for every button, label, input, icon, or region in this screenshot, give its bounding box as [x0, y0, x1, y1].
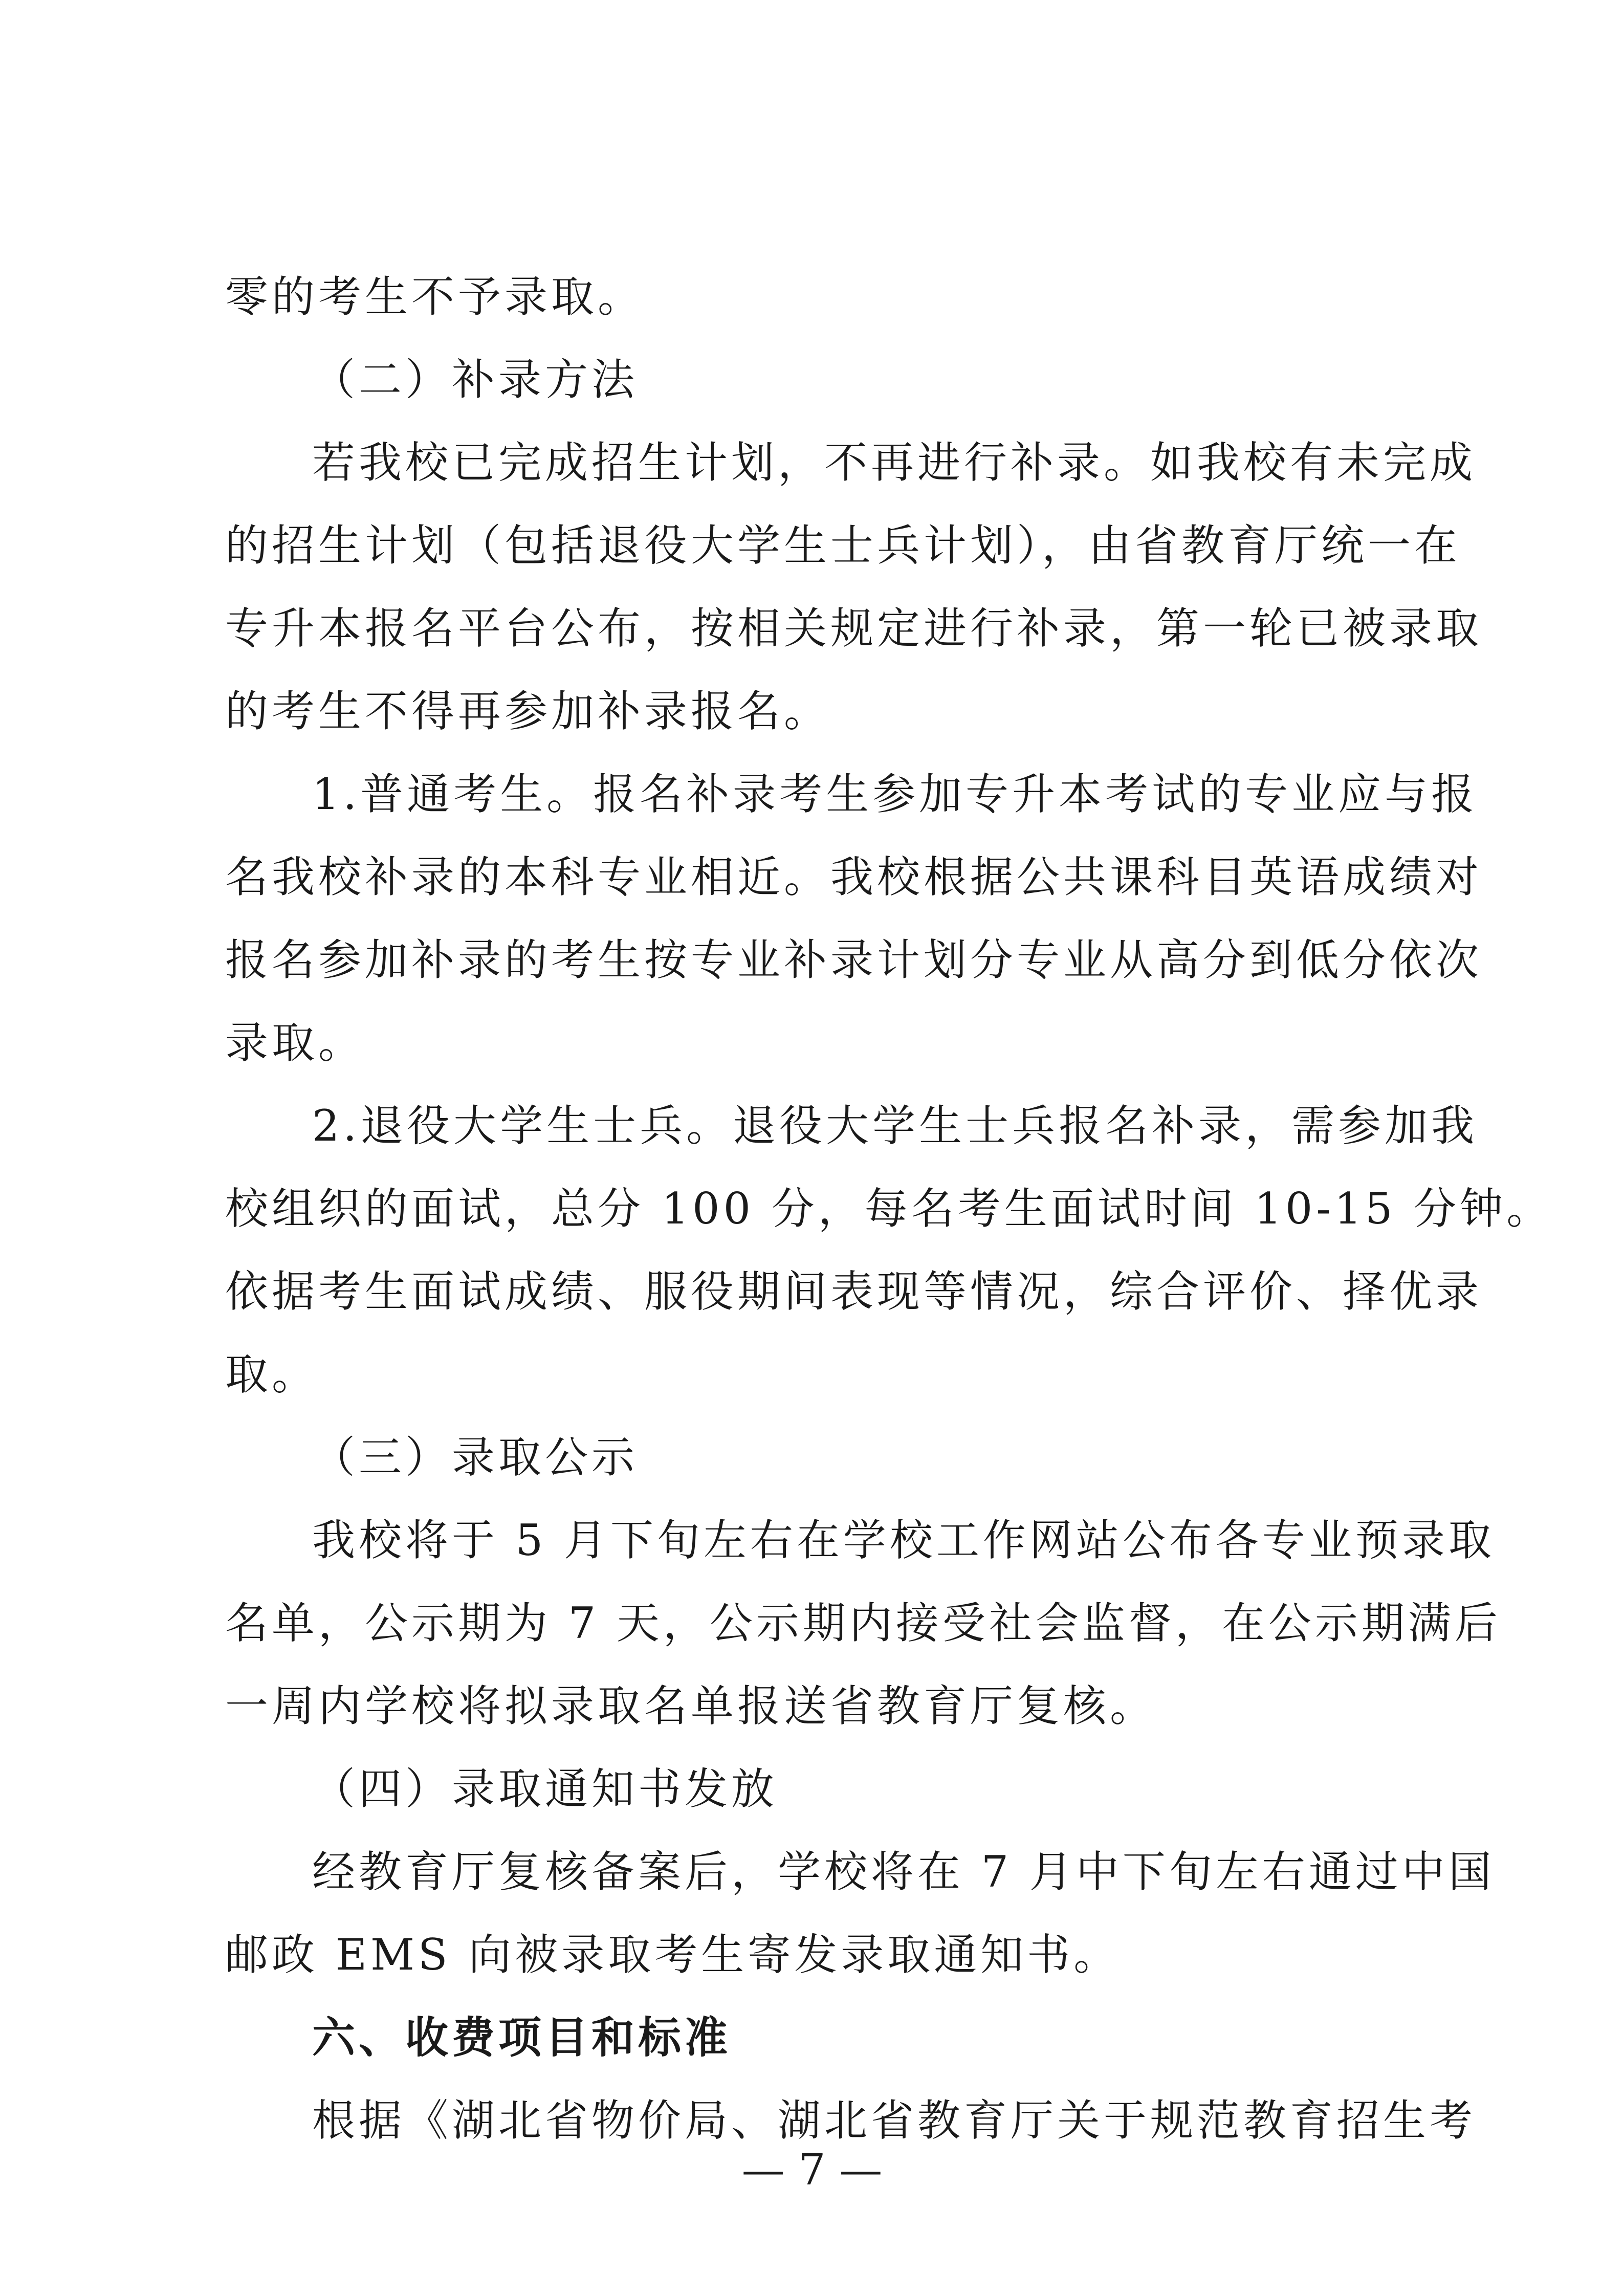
paragraph-line-11: 2.退役大学生士兵。退役大学生士兵报名补录，需参加我 [312, 1101, 1478, 1151]
paragraph-line-8: 名我校补录的本科专业相近。我校根据公共课科目英语成绩对 [225, 852, 1483, 902]
paragraph-line-3: 若我校已完成招生计划，不再进行补录。如我校有未完成 [312, 438, 1477, 488]
paragraph-line-20: 经教育厅复核备案后，学校将在 7 月中下旬左右通过中国 [312, 1847, 1495, 1897]
paragraph-line-13: 依据考生面试成绩、服役期间表现等情况，综合评价、择优录 [225, 1266, 1483, 1317]
chapter-heading-6: 六、收费项目和标准 [312, 2013, 732, 2063]
page-number: — 7 — [741, 2145, 883, 2195]
section-heading-4: （四）录取通知书发放 [312, 1764, 778, 1814]
paragraph-line-21: 邮政 EMS 向被录取考生寄发录取通知书。 [225, 1930, 1121, 1980]
paragraph-line-10: 录取。 [225, 1018, 365, 1068]
paragraph-line-6: 的考生不得再参加补录报名。 [225, 686, 831, 736]
paragraph-line-1: 零的考生不予录取。 [225, 272, 645, 322]
paragraph-line-18: 一周内学校将拟录取名单报送省教育厅复核。 [225, 1681, 1157, 1731]
paragraph-line-23: 根据《湖北省物价局、湖北省教育厅关于规范教育招生考 [312, 2095, 1477, 2146]
paragraph-line-17: 名单，公示期为 7 天，公示期内接受社会监督，在公示期满后 [225, 1598, 1501, 1648]
paragraph-line-7: 1.普通考生。报名补录考生参加专升本考试的专业应与报 [312, 769, 1478, 819]
paragraph-line-16: 我校将于 5 月下旬左右在学校工作网站公布各专业预录取 [312, 1515, 1495, 1565]
paragraph-line-5: 专升本报名平台公布，按相关规定进行补录，第一轮已被录取 [225, 603, 1483, 653]
section-heading-2: （二）补录方法 [312, 355, 639, 405]
paragraph-line-4: 的招生计划（包括退役大学生士兵计划），由省教育厅统一在 [225, 520, 1461, 571]
paragraph-line-14: 取。 [225, 1349, 319, 1400]
section-heading-3: （三）录取公示 [312, 1432, 639, 1482]
paragraph-line-12: 校组织的面试，总分 100 分，每名考生面试时间 10-15 分钟。 [225, 1184, 1553, 1234]
paragraph-line-9: 报名参加补录的考生按专业补录计划分专业从高分到低分依次 [225, 935, 1483, 985]
